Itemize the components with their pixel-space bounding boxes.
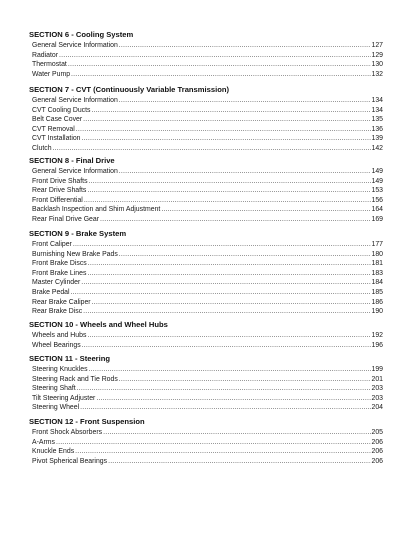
toc-entry[interactable] <box>29 394 383 404</box>
entry-name: Tilt Steering Adjuster <box>32 394 96 402</box>
dot-leader <box>71 288 371 298</box>
entry-name: CVT Installation <box>32 135 81 143</box>
toc-section-6 <box>29 30 383 79</box>
toc-entry[interactable] <box>29 186 383 196</box>
toc-entry[interactable] <box>29 447 383 457</box>
entry-name: Front Differential <box>32 196 83 204</box>
entry-page-number: 164 <box>371 206 383 214</box>
entry-page-number: 205 <box>371 429 383 436</box>
toc-entry[interactable] <box>29 115 383 125</box>
toc-entry[interactable] <box>29 70 383 80</box>
entry-page-number: 206 <box>371 438 383 446</box>
toc-entry[interactable] <box>29 144 383 154</box>
toc-section-10 <box>29 320 383 350</box>
entry-name: Steering Wheel <box>32 404 80 412</box>
entry-name: Rear Brake Caliper <box>32 298 91 306</box>
toc-entry[interactable] <box>29 341 383 351</box>
entry-page-number: 142 <box>371 144 383 152</box>
entry-name: Front Shock Absorbers <box>32 429 103 436</box>
entry-name: General Service Information <box>32 168 118 175</box>
dot-leader <box>108 457 370 467</box>
toc-entry[interactable] <box>29 438 383 448</box>
toc-entry[interactable] <box>29 96 383 106</box>
dot-leader <box>87 186 370 196</box>
dot-leader <box>77 384 371 394</box>
entry-page-number: 183 <box>371 269 383 277</box>
entry-name: Knuckle Ends <box>32 448 75 456</box>
dot-leader <box>119 375 371 385</box>
entry-name: A-Arms <box>32 438 55 446</box>
toc-entry[interactable] <box>29 298 383 308</box>
toc-entry[interactable] <box>29 250 383 260</box>
dot-leader <box>80 403 370 413</box>
entry-name: Steering Knuckles <box>32 366 88 373</box>
dot-leader <box>87 331 370 341</box>
entry-name: Wheels and Hubs <box>32 332 87 339</box>
entry-page-number: 130 <box>371 61 383 69</box>
dot-leader <box>71 70 370 80</box>
dot-leader <box>84 196 371 206</box>
entry-page-number: 203 <box>371 385 383 393</box>
toc-section-8 <box>29 156 383 225</box>
entry-page-number: 186 <box>371 298 383 306</box>
section-title: SECTION 12 - Front Suspension <box>29 417 145 426</box>
entry-page-number: 206 <box>371 448 383 456</box>
dot-leader <box>68 60 371 70</box>
entry-page-number: 203 <box>371 394 383 402</box>
dot-leader <box>100 215 370 225</box>
entry-name: General Service Information <box>32 42 118 49</box>
entry-page-number: 134 <box>371 106 383 114</box>
toc-entry[interactable] <box>29 375 383 385</box>
entry-page-number: 132 <box>371 70 383 78</box>
dot-leader <box>59 51 370 61</box>
dot-leader <box>76 125 371 135</box>
toc-entry[interactable] <box>29 278 383 288</box>
section-title: SECTION 10 - Wheels and Wheel Hubs <box>29 320 168 329</box>
entry-page-number: 192 <box>371 332 383 339</box>
toc-section-9 <box>29 229 383 317</box>
entry-page-number: 149 <box>371 168 383 175</box>
toc-entry[interactable] <box>29 365 383 375</box>
dot-leader <box>92 298 371 308</box>
entry-name: Front Brake Lines <box>32 269 87 277</box>
entry-page-number: 199 <box>371 366 383 373</box>
entry-name: Pivot Spherical Bearings <box>32 457 108 465</box>
entry-name: CVT Cooling Ducts <box>32 106 91 114</box>
entry-name: Steering Shaft <box>32 385 76 393</box>
entry-page-number: 136 <box>371 125 383 133</box>
toc-entry[interactable] <box>29 205 383 215</box>
entry-name: Rear Brake Disc <box>32 308 83 316</box>
toc-entry[interactable] <box>29 167 383 177</box>
dot-leader <box>75 447 370 457</box>
entry-name: Brake Pedal <box>32 288 70 296</box>
toc-entry[interactable] <box>29 269 383 279</box>
entry-name: Front Drive Shafts <box>32 177 88 185</box>
entry-page-number: 190 <box>371 308 383 316</box>
entry-page-number: 139 <box>371 135 383 143</box>
dot-leader <box>89 177 371 187</box>
entry-name: General Service Information <box>32 97 118 104</box>
entry-name: Rear Drive Shafts <box>32 187 87 195</box>
toc-entry[interactable] <box>29 259 383 269</box>
entry-page-number: 185 <box>371 288 383 296</box>
entry-page-number: 196 <box>371 341 383 349</box>
entry-page-number: 134 <box>371 97 383 104</box>
entry-page-number: 177 <box>371 241 383 248</box>
entry-name: Wheel Bearings <box>32 341 81 349</box>
dot-leader <box>87 269 370 279</box>
entry-name: Radiator <box>32 51 59 59</box>
toc-section-11 <box>29 354 383 413</box>
entry-name: Master Cylinder <box>32 279 81 287</box>
entry-page-number: 153 <box>371 187 383 195</box>
dot-leader <box>73 240 371 250</box>
dot-leader <box>91 106 370 116</box>
toc-entry[interactable] <box>29 403 383 413</box>
entry-name: Front Caliper <box>32 241 72 248</box>
dot-leader <box>89 365 371 375</box>
section-title: SECTION 7 - CVT (Continuously Variable Transmission) <box>29 85 230 94</box>
dot-leader <box>96 394 370 404</box>
entry-page-number: 201 <box>371 375 383 383</box>
dot-leader <box>83 307 370 317</box>
entry-name: Steering Rack and Tie Rods <box>32 375 118 383</box>
entry-name: Belt Case Cover <box>32 116 83 124</box>
entry-page-number: 127 <box>371 42 383 49</box>
toc-section-12 <box>29 417 383 466</box>
section-title: SECTION 11 - Steering <box>29 354 111 363</box>
section-title: SECTION 6 - Cooling System <box>29 30 134 39</box>
entry-page-number: 181 <box>371 260 383 268</box>
entry-page-number: 206 <box>371 457 383 465</box>
entry-name: Water Pump <box>32 70 71 78</box>
entry-page-number: 169 <box>371 215 383 223</box>
entry-page-number: 129 <box>371 51 383 59</box>
entry-page-number: 156 <box>371 196 383 204</box>
dot-leader <box>161 205 370 215</box>
toc-entry[interactable] <box>29 428 383 438</box>
toc-section-7 <box>29 85 383 154</box>
toc-entry[interactable] <box>29 134 383 144</box>
toc-entry[interactable] <box>29 215 383 225</box>
entry-page-number: 180 <box>371 250 383 258</box>
entry-name: Backlash Inspection and Shim Adjustment <box>32 206 161 214</box>
entry-page-number: 135 <box>371 116 383 124</box>
dot-leader <box>103 428 370 438</box>
dot-leader <box>56 438 371 448</box>
dot-leader <box>53 144 371 154</box>
dot-leader <box>83 115 370 125</box>
dot-leader <box>88 259 371 269</box>
dot-leader <box>82 341 371 351</box>
entry-name: Rear Final Drive Gear <box>32 215 100 223</box>
toc-entry[interactable] <box>29 240 383 250</box>
toc-entry[interactable] <box>29 51 383 61</box>
entry-name: Thermostat <box>32 61 67 69</box>
entry-name: CVT Removal <box>32 125 75 133</box>
toc-entry[interactable] <box>29 41 383 51</box>
entry-page-number: 184 <box>371 279 383 287</box>
entry-name: Front Brake Discs <box>32 260 87 268</box>
dot-leader <box>81 278 370 288</box>
toc-entry[interactable] <box>29 288 383 298</box>
dot-leader <box>119 250 371 260</box>
entry-name: Clutch <box>32 144 52 152</box>
dot-leader <box>119 41 371 51</box>
toc-entry[interactable] <box>29 60 383 70</box>
toc-entry[interactable] <box>29 196 383 206</box>
toc-entry[interactable] <box>29 331 383 341</box>
toc-entry[interactable] <box>29 307 383 317</box>
dot-leader <box>119 167 371 177</box>
dot-leader <box>82 134 371 144</box>
toc-entry[interactable] <box>29 106 383 116</box>
entry-page-number: 149 <box>371 177 383 185</box>
toc-entry[interactable] <box>29 177 383 187</box>
dot-leader <box>119 96 371 106</box>
entry-page-number: 204 <box>371 404 383 412</box>
section-title: SECTION 9 - Brake System <box>29 229 127 238</box>
section-title: SECTION 8 - Final Drive <box>29 156 115 165</box>
toc-entry[interactable] <box>29 125 383 135</box>
toc-entry[interactable] <box>29 457 383 467</box>
entry-name: Burnishing New Brake Pads <box>32 250 118 258</box>
toc-entry[interactable] <box>29 384 383 394</box>
